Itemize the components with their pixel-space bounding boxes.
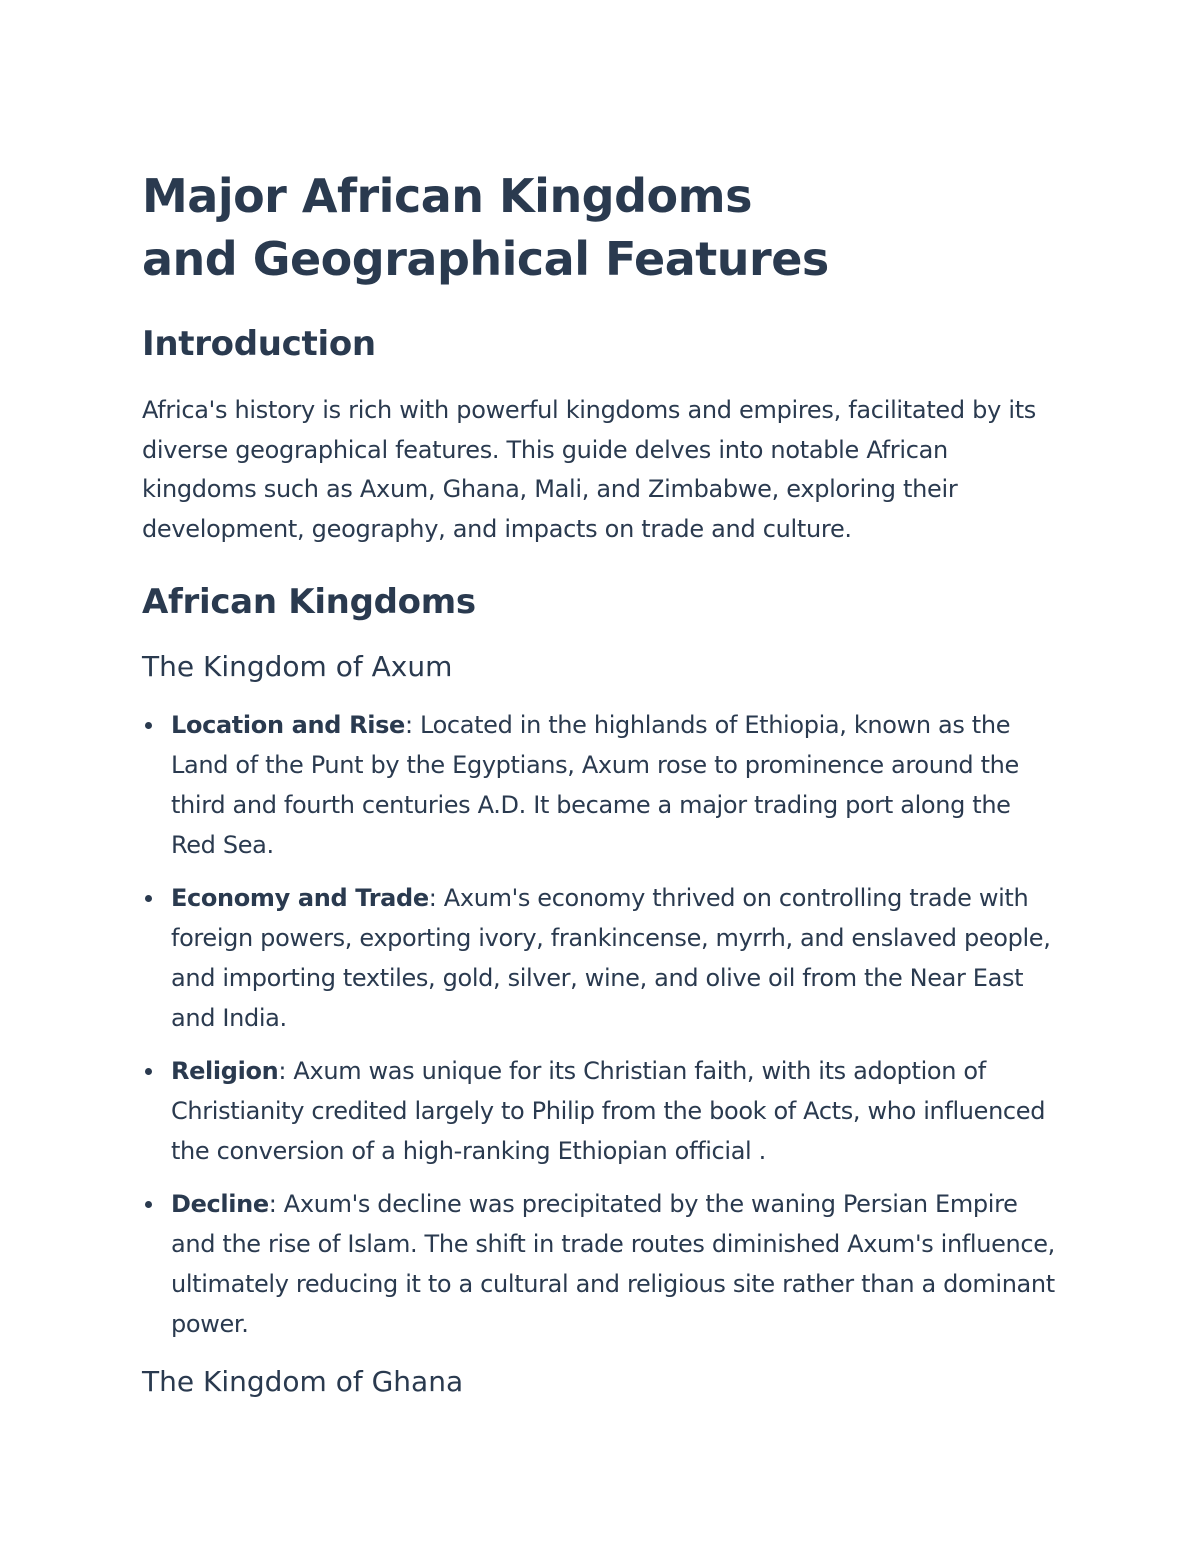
ghana-heading: The Kingdom of Ghana [142,1365,464,1398]
bullet-label: Decline [171,1190,269,1218]
list-item [142,1184,1062,1344]
bullet-label: Economy and Trade [171,884,429,912]
document-content [142,165,1062,1402]
list-item [142,705,1062,865]
bullet-label: Religion [171,1057,279,1085]
document-title: Major African Kingdoms and Geographical Features [142,169,829,286]
axum-heading: The Kingdom of Axum [142,650,453,683]
introduction-heading: Introduction [142,324,376,364]
list-item [142,878,1062,1038]
bullet-dot [145,895,152,902]
bullet-dot [145,1068,152,1075]
bullet-dot [145,1201,152,1208]
bullet-text: : Axum was unique for its Christian faith, with its adoption of Christianity credited largely to Philip from the book of Acts, who influenced the conversion of a high-ranking Ethiopian official . [171,1057,1046,1165]
introduction-paragraph: Africa's history is rich with powerful kingdoms and empires, facilitated by its diverse geographical features. This guide delves into notable African kingdoms such as Axum, Ghana, Mali, and Zimbabwe, exploring their development, geography, and impacts on trade and culture. [142,396,1037,543]
bullet-label: Location and Rise [171,711,405,739]
bullet-dot [145,722,152,729]
axum-bullet-list [142,705,1062,1344]
list-item [142,1051,1062,1171]
bullet-text: : Axum's decline was precipitated by the waning Persian Empire and the rise of Islam. The shift in trade routes diminished Axum's influence, ultimately reducing it to a cultural and religious site rather than a dominant power. [171,1190,1055,1338]
bullet-text: : Located in the highlands of Ethiopia, known as the Land of the Punt by the Egyptians, Axum rose to prominence around the third and fourth centuries A.D. It became a major trading port along the Red Sea. [171,711,1019,859]
bullet-text: : Axum's economy thrived on controlling trade with foreign powers, exporting ivory, frankincense, myrrh, and enslaved people, and importing textiles, gold, silver, wine, and olive oil from the Near East and India. [171,884,1051,1032]
african-kingdoms-heading: African Kingdoms [142,582,476,622]
